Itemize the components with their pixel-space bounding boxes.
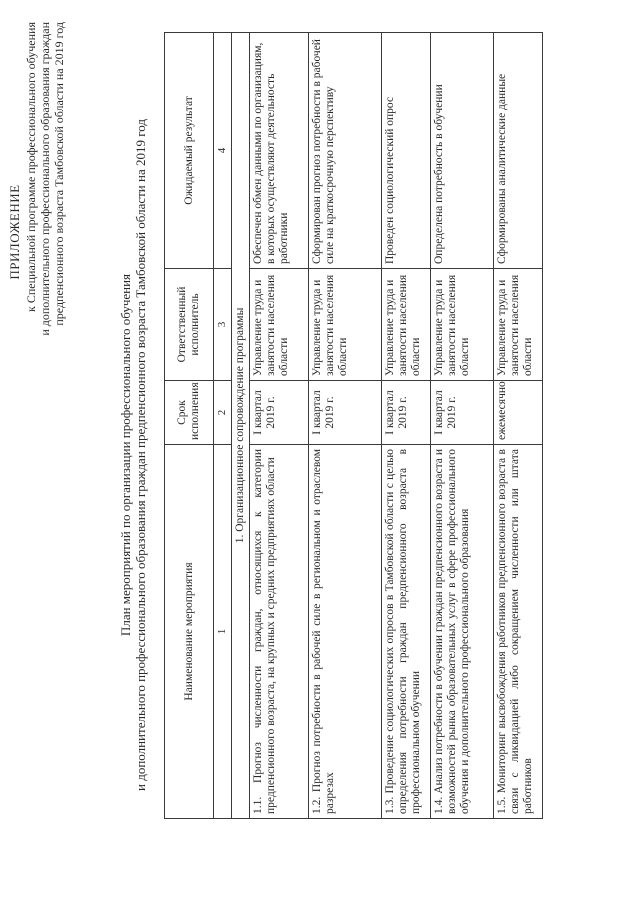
activity-result: Сформирован прогноз потребности в рабочей силе на краткосрочную перспективу [309, 33, 382, 269]
activity-executor: Управление труда и занятости населения области [250, 269, 309, 381]
activity-name: 1.4. Анализ потребности в обучении граждан предпенсионного возраста и возможностей рынка образовательных услуг в сфере профессионального обучения и дополнительного профессионального образования [431, 445, 494, 819]
plan-title [118, 25, 148, 885]
appendix-header [8, 22, 66, 442]
header-cell: Ответственный исполнитель [165, 269, 214, 381]
header-cell: Ожидаемый результат [165, 33, 214, 269]
table-row [382, 33, 431, 819]
activity-term: I квартал 2019 г. [309, 381, 382, 445]
appendix-title: ПРИЛОЖЕНИЕ [7, 184, 22, 280]
table-row [250, 33, 309, 819]
plan-table [164, 32, 543, 819]
column-number: 4 [214, 33, 232, 269]
appendix-line: и дополнительного профессионального образования граждан [38, 22, 52, 336]
activity-term: I квартал 2019 г. [382, 381, 431, 445]
table-header-row [165, 33, 214, 819]
activity-name: 1.1. Прогноз численности граждан, относящихся к категории предпенсионного возраста, на крупных и средних предприятиях области [250, 445, 309, 819]
activity-term: I квартал 2019 г. [250, 381, 309, 445]
column-number: 2 [214, 381, 232, 445]
plan-title-line: План мероприятий по организации профессионального обучения [118, 273, 133, 637]
column-number-row [214, 33, 232, 819]
section-row [232, 33, 250, 819]
section-title: 1. Организационное сопровождение программы [232, 33, 250, 819]
column-number: 1 [214, 445, 232, 819]
activity-executor: Управление труда и занятости населения области [431, 269, 494, 381]
activity-result: Обеспечен обмен данными по организациям, в которых осуществляют деятельность работники [250, 33, 309, 269]
plan-title-line: и дополнительного профессионального образования граждан предпенсионного возраста Тамбовской области на 2019 год [133, 119, 148, 791]
table-row [309, 33, 382, 819]
header-cell: Срок исполнения [165, 381, 214, 445]
table-row [494, 33, 543, 819]
activity-result: Определена потребность в обучении [431, 33, 494, 269]
column-number: 3 [214, 269, 232, 381]
header-cell: Наименование мероприятия [165, 445, 214, 819]
table-row [431, 33, 494, 819]
activity-term: I квартал 2019 г. [431, 381, 494, 445]
activity-name: 1.5. Мониторинг высвобождения работников предпенсионного возраста в связи с ликвидацией либо сокращением численности или штата работников [494, 445, 543, 819]
appendix-line: к Специальной программе профессионального обучения [24, 22, 38, 312]
activity-name: 1.3. Проведение социологических опросов в Тамбовской области с целью определения потребности граждан предпенсионного возраста в профессиональном обучении [382, 445, 431, 819]
activity-term: ежемесячно [494, 381, 543, 445]
appendix-line: предпенсионного возраста Тамбовской области на 2019 год [52, 22, 66, 326]
activity-executor: Управление труда и занятости населения области [494, 269, 543, 381]
activity-result: Проведен социологический опрос [382, 33, 431, 269]
activity-executor: Управление труда и занятости населения области [309, 269, 382, 381]
activity-executor: Управление труда и занятости населения области [382, 269, 431, 381]
activity-name: 1.2. Прогноз потребности в рабочей силе в региональном и отраслевом разрезах [309, 445, 382, 819]
activity-result: Сформированы аналитические данные [494, 33, 543, 269]
